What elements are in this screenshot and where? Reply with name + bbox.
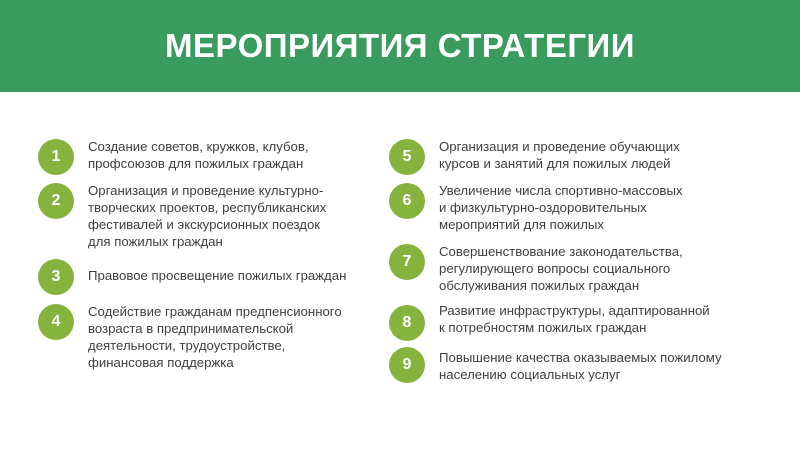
item-1-badge: 1 — [38, 139, 74, 175]
item-9-badge: 9 — [389, 347, 425, 383]
item-3-badge: 3 — [38, 259, 74, 295]
item-4-text: Содействие гражданам предпенсионного возраста в предпринимательской деятельности, трудоустройстве, финансовая поддержка — [88, 304, 342, 370]
title-banner — [0, 0, 800, 92]
item-3-text: Правовое просвещение пожилых граждан — [88, 268, 347, 283]
item-4-badge: 4 — [38, 304, 74, 340]
item-2-badge: 2 — [38, 183, 74, 219]
item-1-text: Создание советов, кружков, клубов, профсоюзов для пожилых граждан — [88, 139, 309, 171]
item-7-badge: 7 — [389, 244, 425, 280]
slide-title: МЕРОПРИЯТИЯ СТРАТЕГИИ — [165, 27, 635, 64]
item-9-text: Повышение качества оказываемых пожилому населению социальных услуг — [439, 350, 722, 382]
item-8-badge: 8 — [389, 305, 425, 341]
item-2-text: Организация и проведение культурно- творческих проектов, республиканских фестивалей и экскурсионных поездок для пожилых граждан — [88, 183, 327, 249]
item-7-text: Совершенствование законодательства, регулирующего вопросы социального обслуживания пожилых граждан — [439, 244, 683, 293]
item-5-text: Организация и проведение обучающих курсов и занятий для пожилых людей — [439, 139, 680, 171]
item-8-text: Развитие инфраструктуры, адаптированной к потребностям пожилых граждан — [439, 303, 710, 335]
item-5-badge: 5 — [389, 139, 425, 175]
item-6-text: Увеличение числа спортивно-массовых и физкультурно-оздоровительных мероприятий для пожилых — [439, 183, 683, 232]
item-6-badge: 6 — [389, 183, 425, 219]
